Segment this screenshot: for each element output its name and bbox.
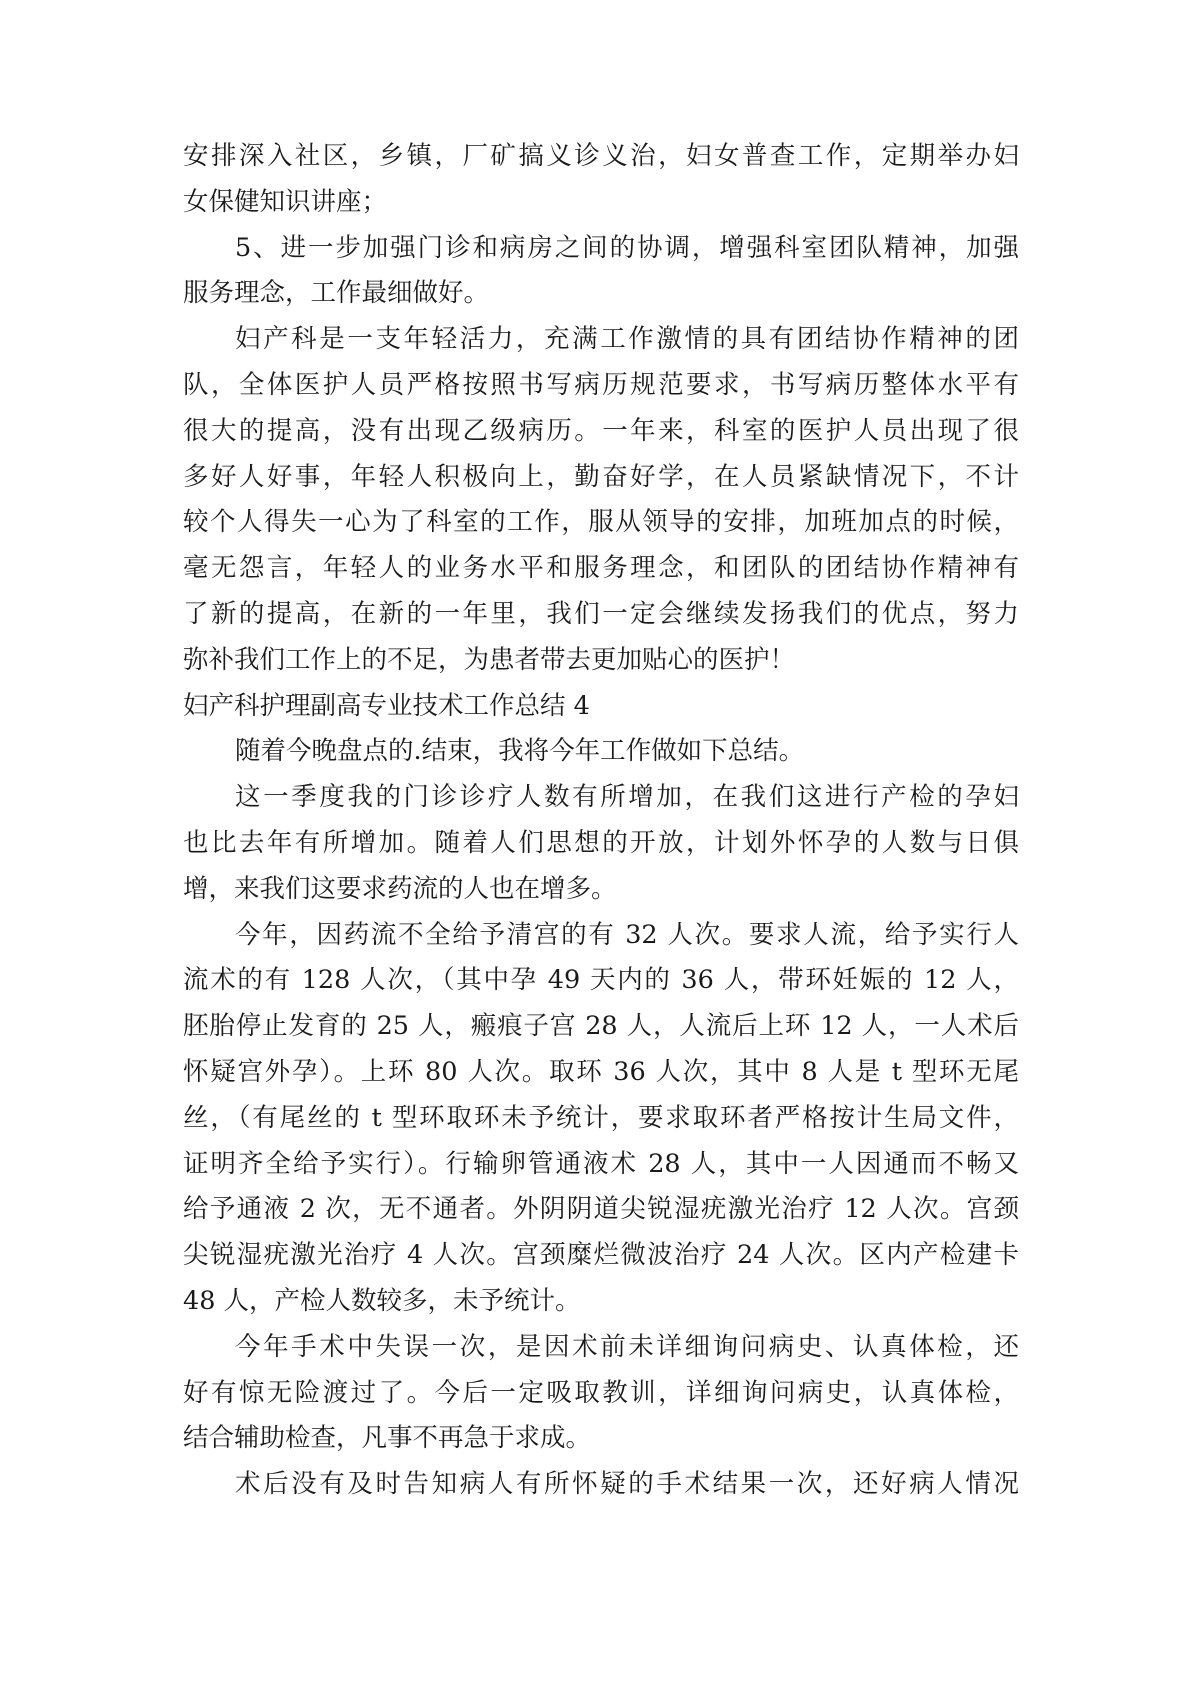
text-line: 术后没有及时告知病人有所怀疑的手术结果一次，还好病人情况 [235, 1469, 1019, 1500]
text-line: 结合辅助检查，凡事不再急于求成。 [183, 1423, 592, 1454]
text-line: 服务理念，工作最细做好。 [183, 278, 490, 309]
text-line: 胚胎停止发育的 25 人，瘢痕子宫 28 人，人流后上环 12 人，一人术后 [183, 1011, 1019, 1042]
text-line: 队，全体医护人员严格按照书写病历规范要求，书写病历整体水平有 [183, 369, 1019, 400]
text-line: 丝，（有尾丝的 t 型环取环未予统计，要求取环者严格按计生局文件， [183, 1102, 1019, 1133]
text-line: 好有惊无险渡过了。今后一定吸取教训，详细询问病史，认真体检， [183, 1377, 1019, 1408]
text-line: 了新的提高，在新的一年里，我们一定会继续发扬我们的优点，努力 [183, 598, 1019, 629]
text-line: 也比去年有所增加。随着人们思想的开放，计划外怀孕的人数与日俱 [183, 827, 1019, 858]
text-line: 证明齐全给予实行）。行输卵管通液术 28 人，其中一人因通而不畅又 [183, 1148, 1019, 1179]
text-line: 尖锐湿疣激光治疗 4 人次。宫颈糜烂微波治疗 24 人次。区内产检建卡 [183, 1240, 1019, 1271]
text-line: 今年手术中失误一次，是因术前未详细询问病史、认真体检，还 [235, 1331, 1019, 1362]
text-line: 随着今晚盘点的.结束，我将今年工作做如下总结。 [235, 736, 805, 767]
text-line: 妇产科是一支年轻活力，充满工作激情的具有团结协作精神的团 [235, 324, 1019, 355]
text-line: 48 人，产检人数较多，未予统计。 [183, 1285, 581, 1316]
document-body [183, 134, 1019, 1508]
text-line: 女保健知识讲座； [183, 186, 388, 217]
text-line: 多好人好事，年轻人积极向上，勤奋好学，在人员紧缺情况下，不计 [183, 461, 1019, 492]
text-line: 安排深入社区，乡镇，厂矿搞义诊义治，妇女普查工作，定期举办妇 [183, 141, 1019, 171]
text-line: 怀疑宫外孕）。上环 80 人次。取环 36 人次，其中 8 人是 t 型环无尾 [183, 1056, 1019, 1087]
text-line: 流术的有 128 人次，（其中孕 49 天内的 36 人，带环妊娠的 12 人， [183, 965, 1019, 996]
text-line: 今年，因药流不全给予清宫的有 32 人次。要求人流，给予实行人 [235, 919, 1019, 950]
text-line: 较个人得失一心为了科室的工作，服从领导的安排，加班加点的时候， [183, 507, 1019, 538]
text-line: 增，来我们这要求药流的人也在增多。 [183, 873, 617, 904]
text-line: 毫无怨言，年轻人的业务水平和服务理念，和团队的团结协作精神有 [183, 553, 1019, 584]
text-line: 这一季度我的门诊诊疗人数有所增加，在我们这进行产检的孕妇 [235, 782, 1019, 813]
text-line: 5、进一步加强门诊和病房之间的协调，增强科室团队精神，加强 [235, 232, 1019, 263]
text-line: 给予通液 2 次，无不通者。外阴阴道尖锐湿疣激光治疗 12 人次。宫颈 [183, 1194, 1019, 1225]
text-line: 弥补我们工作上的不足，为患者带去更加贴心的医护！ [183, 644, 796, 675]
text-line: 很大的提高，没有出现乙级病历。一年来，科室的医护人员出现了很 [183, 415, 1019, 446]
section-heading: 妇产科护理副高专业技术工作总结 4 [183, 690, 590, 721]
